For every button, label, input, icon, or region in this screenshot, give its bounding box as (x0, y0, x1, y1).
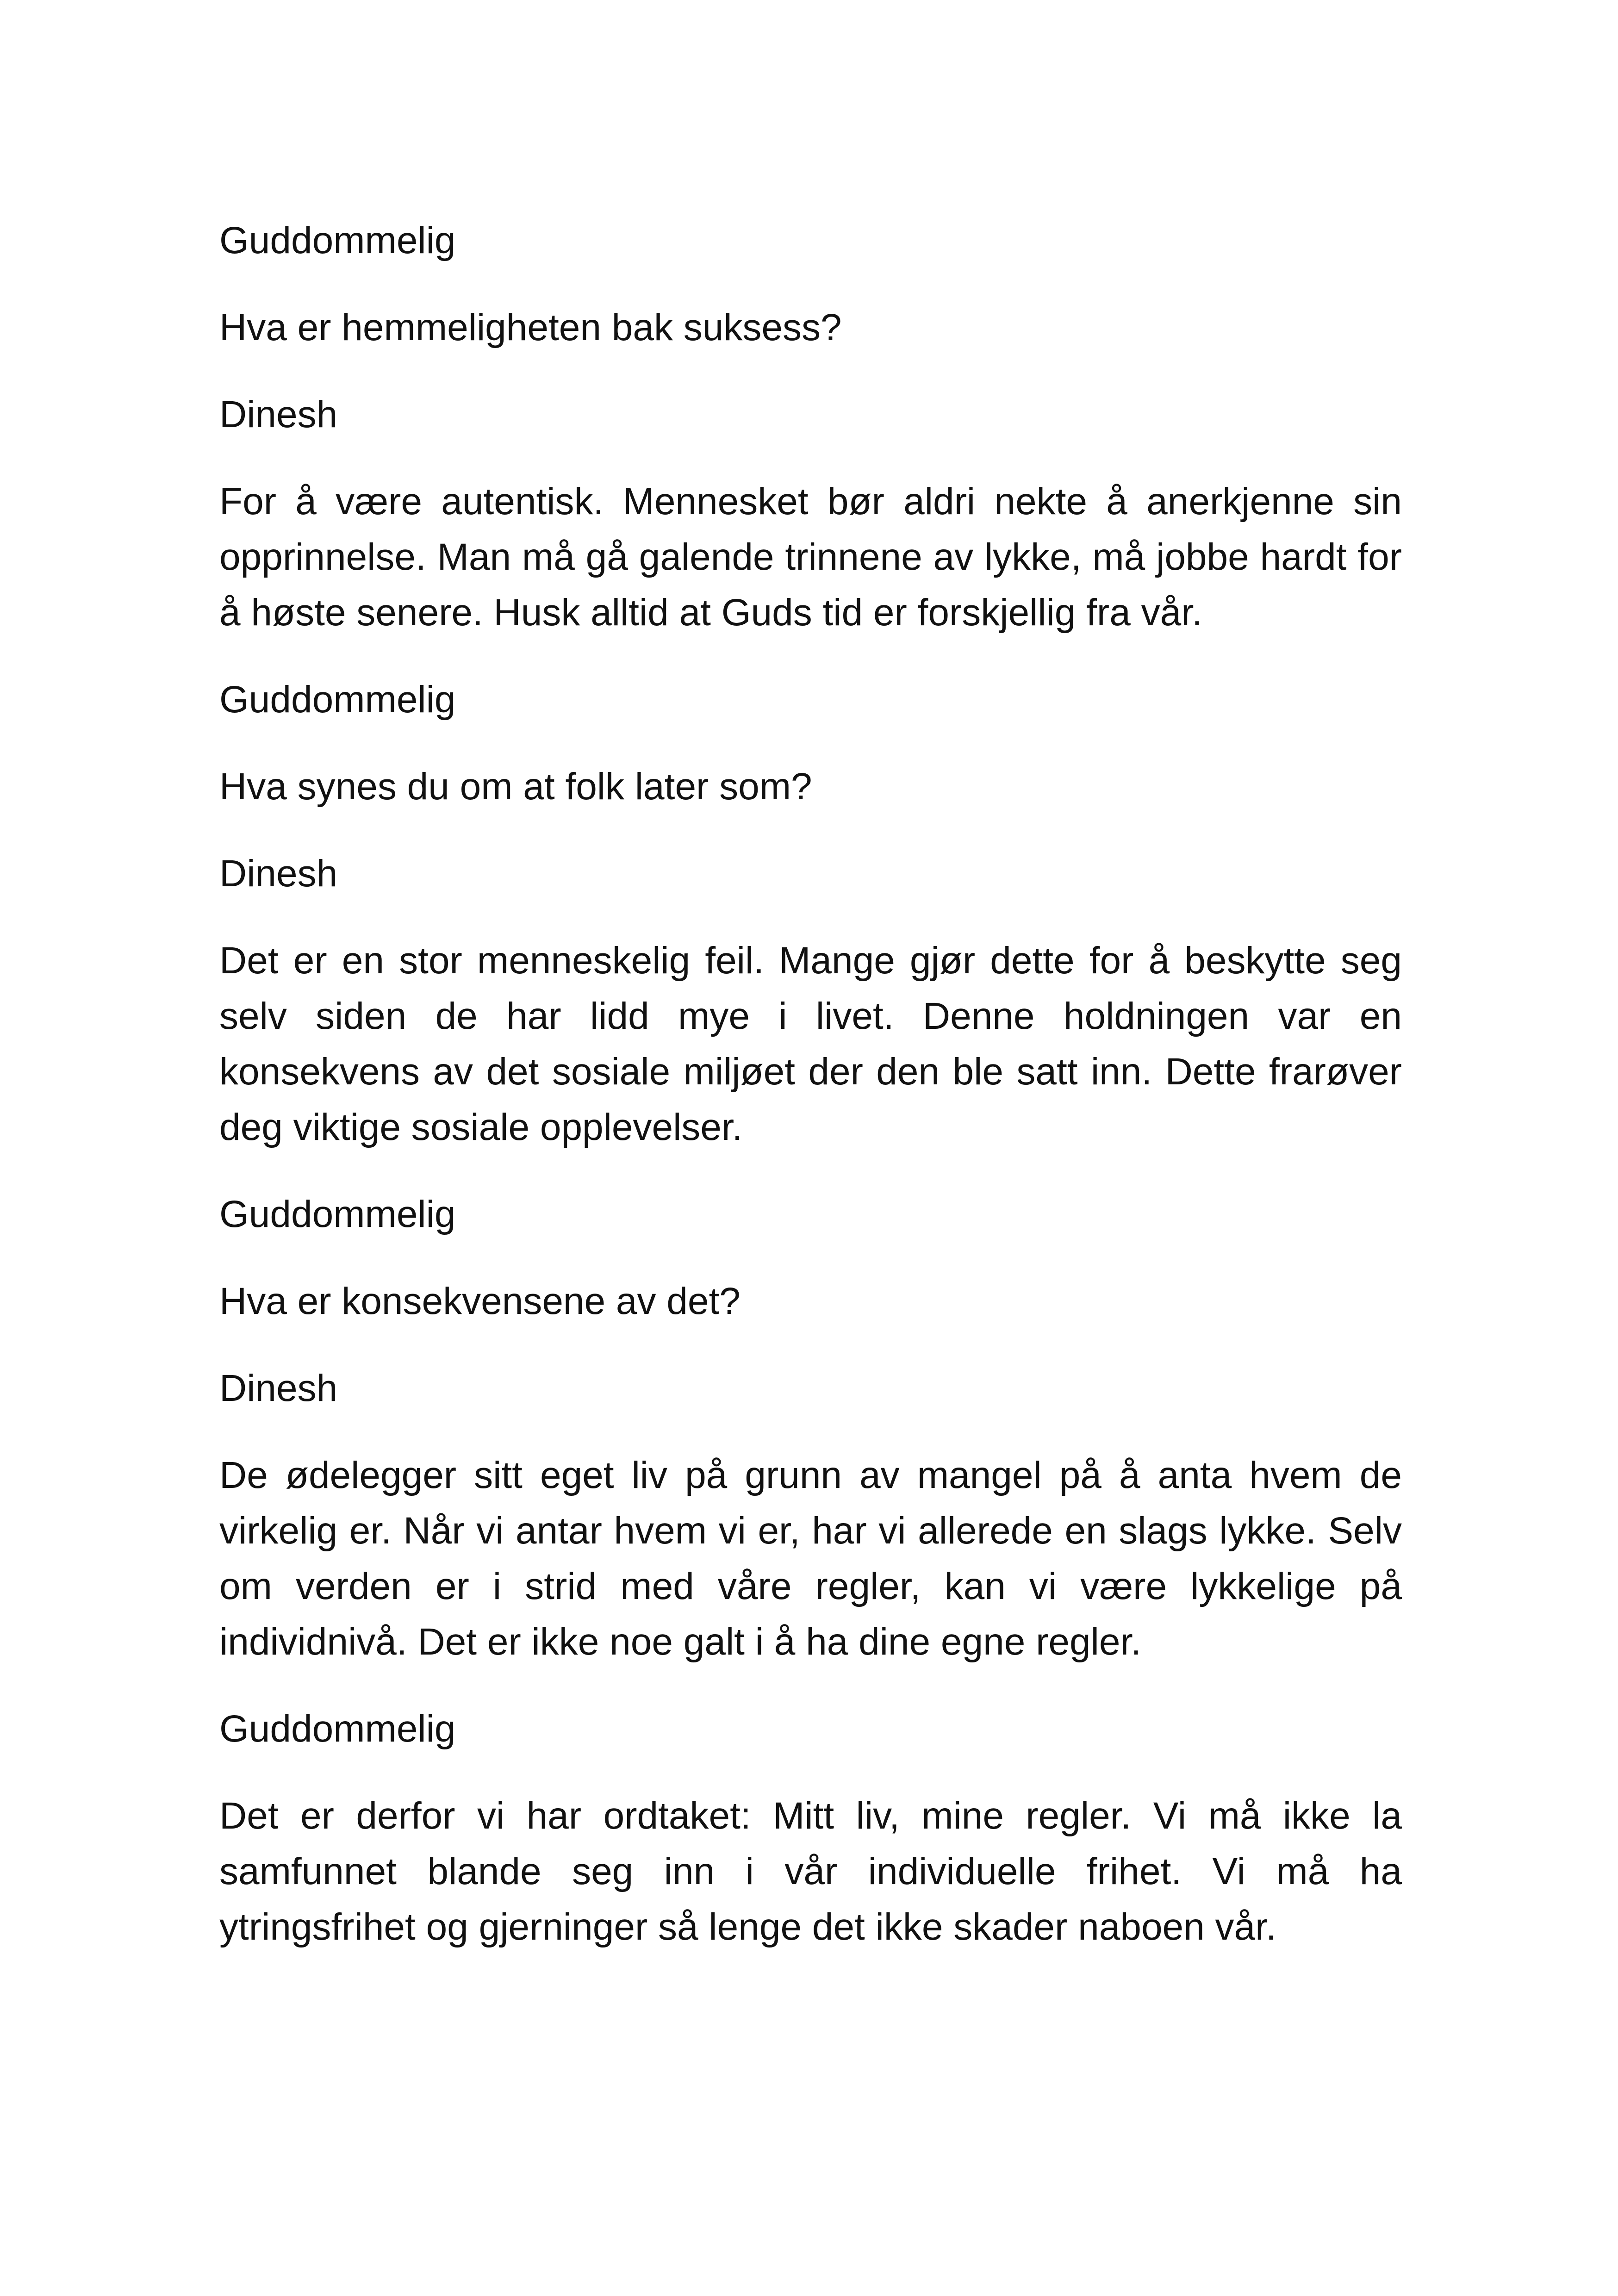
speaker-label: Guddommelig (219, 219, 456, 261)
dialogue-text: Hva er hemmeligheten bak suksess? (219, 306, 842, 348)
dialogue-text: Hva er konsekvensene av det? (219, 1280, 741, 1322)
dialogue-text: De ødelegger sitt eget liv på grunn av mangel på å anta hvem de virkelig er. Når vi antar hvem vi er, har vi allerede en slags lykke. Selv om verden er i strid med våre regler, kan vi være lykkelige på individnivå. Det er ikke noe galt i å ha dine egne regler. (219, 1454, 1402, 1663)
dialogue-text: Det er en stor menneskelig feil. Mange gjør dette for å beskytte seg selv siden de har lidd mye i livet. Denne holdningen var en konsekvens av det sosiale miljøet der den ble satt inn. Dette frarøver deg viktige sosiale opplevelser. (219, 940, 1402, 1148)
speaker-label: Guddommelig (219, 678, 456, 721)
dialogue-text: For å være autentisk. Mennesket bør aldri nekte å anerkjenne sin opprinnelse. Man må gå galende trinnene av lykke, må jobbe hardt for å høste senere. Husk alltid at Guds tid er forskjellig fra vår. (219, 480, 1402, 634)
speaker-label: Guddommelig (219, 1193, 456, 1235)
dialogue-text: Hva synes du om at folk later som? (219, 765, 812, 808)
speaker-label: Guddommelig (219, 1708, 456, 1750)
speaker-label: Dinesh (219, 852, 338, 895)
speaker-label: Dinesh (219, 1367, 338, 1409)
dialogue-text: Det er derfor vi har ordtaket: Mitt liv, mine regler. Vi må ikke la samfunnet blande seg inn i vår individuelle frihet. Vi må ha ytringsfrihet og gjerninger så lenge det ikke skader naboen vår. (219, 1795, 1402, 1948)
speaker-label: Dinesh (219, 393, 338, 436)
document-body (219, 213, 1402, 1986)
